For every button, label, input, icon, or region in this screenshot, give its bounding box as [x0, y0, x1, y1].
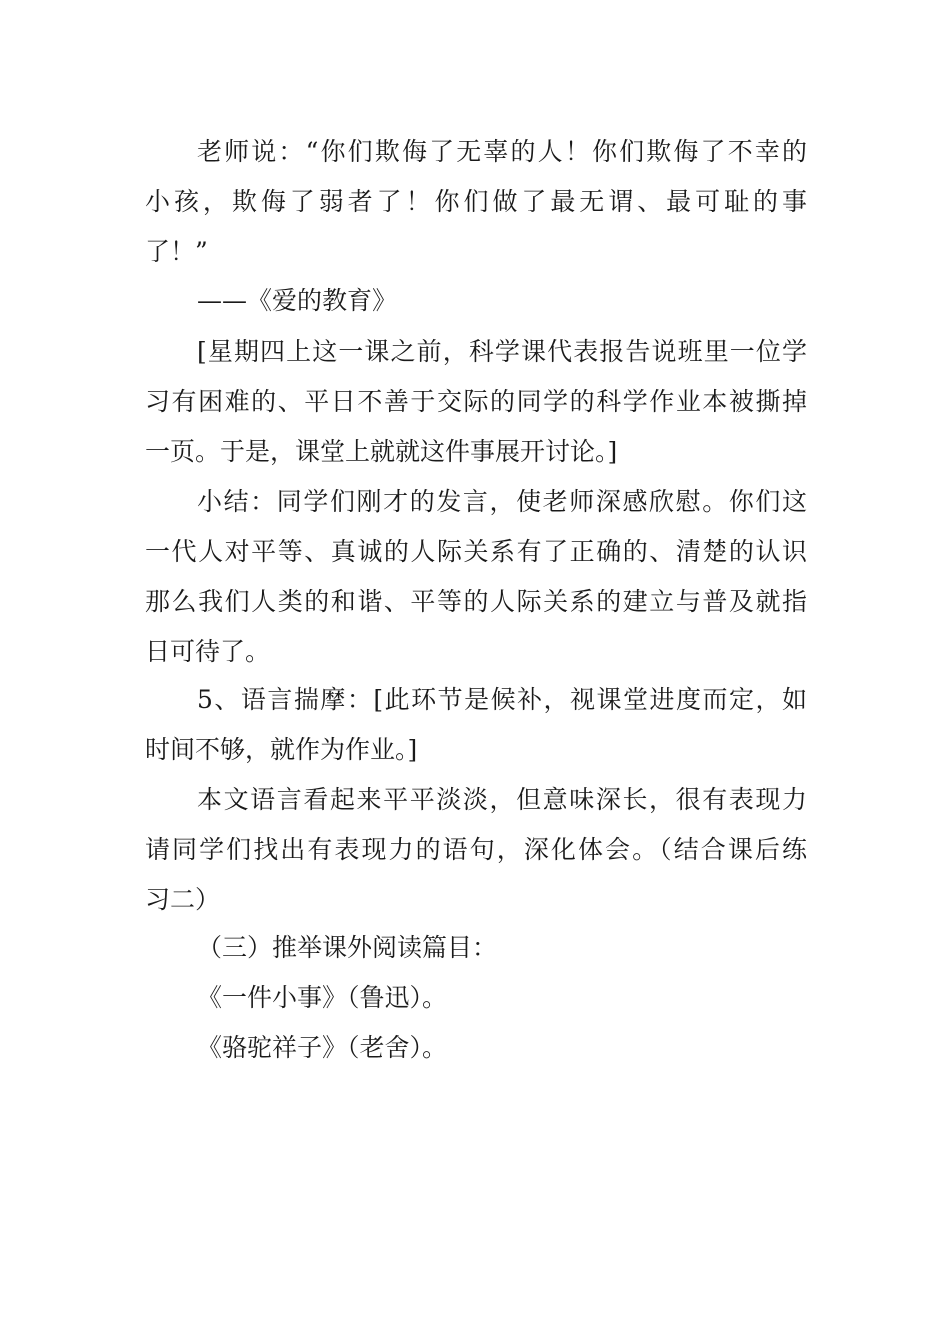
text-line: 那么我们人类的和谐、平等的人际关系的建立与普及就指: [145, 587, 807, 616]
text-line: 请同学们找出有表现力的语句，深化体会。（结合课后练: [145, 835, 807, 864]
text-line: 小孩，欺侮了弱者了！你们做了最无谓、最可耻的事: [145, 187, 807, 216]
text-line: 老师说：“你们欺侮了无辜的人！你们欺侮了不幸的: [197, 137, 807, 166]
text-line: [星期四上这一课之前，科学课代表报告说班里一位学: [197, 337, 807, 366]
paragraph-source-citation: [145, 276, 807, 326]
text-line: 时间不够，就作为作业。]: [145, 735, 418, 764]
text-line: 一页。于是，课堂上就就这件事展开讨论。]: [145, 437, 618, 466]
text-line: 日可待了。: [145, 637, 271, 666]
text-line: 5、语言揣摩：[此环节是候补，视课堂进度而定，如: [197, 685, 807, 714]
text-line: 习有困难的、平日不善于交际的同学的科学作业本被撕掉: [145, 387, 807, 416]
text-line: （三）推举课外阅读篇目：: [197, 933, 498, 962]
paragraph-summary: [145, 477, 807, 677]
text-line: 本文语言看起来平平淡淡，但意味深长，很有表现力: [197, 785, 807, 814]
paragraph-language-analysis: [145, 775, 807, 925]
text-line: 小结：同学们刚才的发言，使老师深感欣慰。你们这: [197, 487, 807, 516]
text-line: 《一件小事》（鲁迅）。: [197, 983, 448, 1012]
text-line: 《骆驼祥子》（老舍）。: [197, 1033, 448, 1062]
reading-item: [145, 1023, 807, 1073]
paragraph-class-note: [145, 327, 807, 477]
text-line: ——《爱的教育》: [197, 286, 398, 315]
text-line: 了！”: [145, 237, 208, 266]
section-heading-reading-list: [145, 923, 807, 973]
paragraph-teacher-quote: [145, 127, 807, 277]
text-line: 习二）: [145, 885, 221, 914]
text-line: 一代人对平等、真诚的人际关系有了正确的、清楚的认识: [145, 537, 807, 566]
paragraph-language-study: [145, 675, 807, 775]
reading-item: [145, 973, 807, 1023]
